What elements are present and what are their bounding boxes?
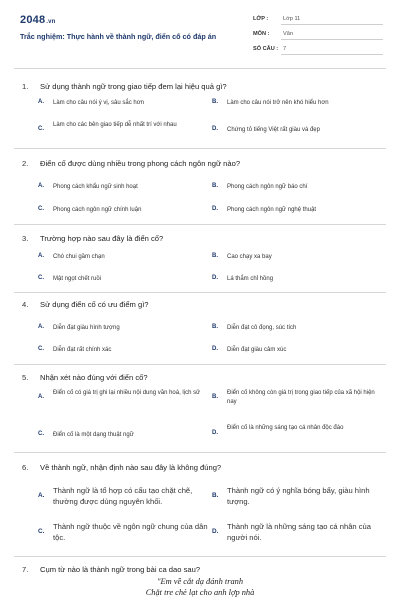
option-letter: A. — [38, 324, 44, 330]
option-letter: D. — [212, 430, 218, 436]
question-number: 5. — [22, 373, 29, 382]
question-number: 4. — [22, 300, 29, 309]
option-letter: C. — [38, 206, 44, 212]
site-logo[interactable] — [20, 14, 56, 26]
option-letter: B. — [212, 324, 218, 330]
question-text: Về thành ngữ, nhận định nào sau đây là không đúng? — [40, 463, 222, 472]
document-title: Trắc nghiệm: Thực hành về thành ngữ, điển cố có đáp án — [20, 32, 217, 41]
option-letter: D. — [212, 346, 218, 352]
option-text: Điển cố không còn giá trị trong giao tiếp của xã hội hiện nay — [227, 390, 375, 405]
option-letter: C. — [38, 346, 44, 352]
option-text: Làm cho câu nói trở nên khó hiểu hơn — [227, 100, 329, 106]
option-letter: C. — [38, 528, 45, 535]
question-divider — [14, 292, 386, 293]
option-letter: A. — [38, 99, 44, 105]
option-text: Làm cho câu nói ý vị, sâu sắc hơn — [53, 100, 144, 106]
logo-main: 2048 — [20, 14, 46, 26]
grade-label: LỚP : — [253, 16, 269, 22]
question-text: Sử dụng điển cố có ưu điểm gì? — [40, 300, 149, 309]
question-number: 6. — [22, 463, 29, 472]
option-letter: A. — [38, 183, 44, 189]
question-divider — [14, 224, 386, 225]
question-divider — [14, 364, 386, 365]
question-text: Sử dụng thành ngữ trong giao tiếp đem lại hiệu quả gì? — [40, 82, 227, 91]
grade-underline — [281, 24, 383, 25]
option-letter: A. — [38, 253, 44, 259]
meta-grade — [253, 16, 383, 26]
option-text: Phong cách ngôn ngữ chính luận — [53, 207, 142, 213]
question-text: Điển cố được dùng nhiều trong phong cách ngôn ngữ nào? — [40, 159, 241, 168]
option-text: Lá thắm chỉ hồng — [227, 276, 274, 282]
meta-count — [253, 46, 383, 56]
option-letter: B. — [212, 492, 219, 499]
poem-line-1: "Em về cắt dạ đánh tranh — [156, 577, 244, 586]
option-text: Thành ngữ là những sáng tạo cá nhân của người nói. — [227, 522, 372, 542]
header-divider — [14, 68, 386, 69]
option-letter: D. — [212, 275, 218, 281]
option-letter: D. — [212, 528, 219, 535]
option-text: Thành ngữ thuộc về ngôn ngữ chung của dân tộc. — [53, 522, 208, 542]
option-text: Diễn đạt giàu cảm xúc — [227, 347, 287, 353]
option-text: Thành ngữ có ý nghĩa bóng bẩy, giàu hình tượng. — [227, 486, 370, 506]
count-value: 7 — [283, 46, 287, 52]
option-text: Làm cho các bên giao tiếp dễ nhất trí với nhau — [53, 122, 177, 128]
option-letter: D. — [212, 126, 218, 132]
document-header — [0, 0, 400, 62]
question-number: 3. — [22, 234, 29, 243]
option-text: Điển cố là một dạng thuật ngữ — [53, 432, 134, 438]
option-text: Chứng tỏ tiếng Việt rất giàu và đẹp — [227, 127, 320, 133]
option-letter: D. — [212, 206, 218, 212]
option-text: Thành ngữ là tổ hợp có cấu tạo chặt chẽ, thường được dùng nguyên khối. — [53, 486, 193, 506]
option-text: Chó chui gầm chạn — [53, 254, 105, 260]
question-number: 1. — [22, 82, 29, 91]
option-text: Mật ngọt chết ruồi — [53, 276, 102, 282]
question-divider — [14, 556, 386, 557]
grade-value: Lớp 11 — [283, 16, 301, 22]
option-letter: A. — [38, 492, 45, 499]
option-text: Điển cố là những sáng tạo cá nhân độc đáo — [227, 425, 344, 431]
count-label: SỐ CÂU : — [253, 46, 279, 52]
option-text: Phong cách ngôn ngữ báo chí — [227, 184, 308, 190]
logo-suffix: .vn — [46, 19, 56, 25]
option-text: Phong cách ngôn ngữ nghệ thuật — [227, 207, 317, 213]
option-letter: B. — [212, 253, 218, 259]
option-text: Diễn đạt cô đọng, súc tích — [227, 325, 297, 331]
question-number: 7. — [22, 565, 29, 574]
option-text: Điển cố có giá trị ghi lại nhiều nội dung văn hoá, lịch sử — [53, 390, 201, 396]
option-text: Diễn đạt giàu hình tượng — [53, 325, 120, 331]
question-divider — [14, 452, 386, 453]
subject-value: Văn — [283, 31, 293, 37]
option-letter: C. — [38, 275, 44, 281]
meta-subject — [253, 31, 383, 41]
question-number: 2. — [22, 159, 29, 168]
option-letter: B. — [212, 183, 218, 189]
option-letter: B. — [212, 394, 218, 400]
count-underline — [281, 54, 383, 55]
option-letter: C. — [38, 431, 44, 437]
option-letter: B. — [212, 99, 218, 105]
option-letter: C. — [38, 126, 44, 132]
poem-line-2: Chặt tre chẻ lạt cho anh lợp nhà — [145, 588, 255, 597]
option-letter: A. — [38, 394, 44, 400]
question-text: Nhận xét nào đúng với điển cố? — [40, 373, 148, 382]
question-divider — [14, 148, 386, 149]
question-text: Cụm từ nào là thành ngữ trong bài ca dao sau? — [40, 565, 201, 574]
option-text: Phong cách khẩu ngữ sinh hoạt — [53, 184, 138, 190]
option-text: Diễn đạt rất chính xác — [53, 347, 112, 353]
option-text: Cao chạy xa bay — [227, 254, 272, 260]
question-text: Trường hợp nào sau đây là điển cố? — [40, 234, 164, 243]
subject-label: MÔN : — [253, 31, 270, 37]
subject-underline — [281, 39, 383, 40]
